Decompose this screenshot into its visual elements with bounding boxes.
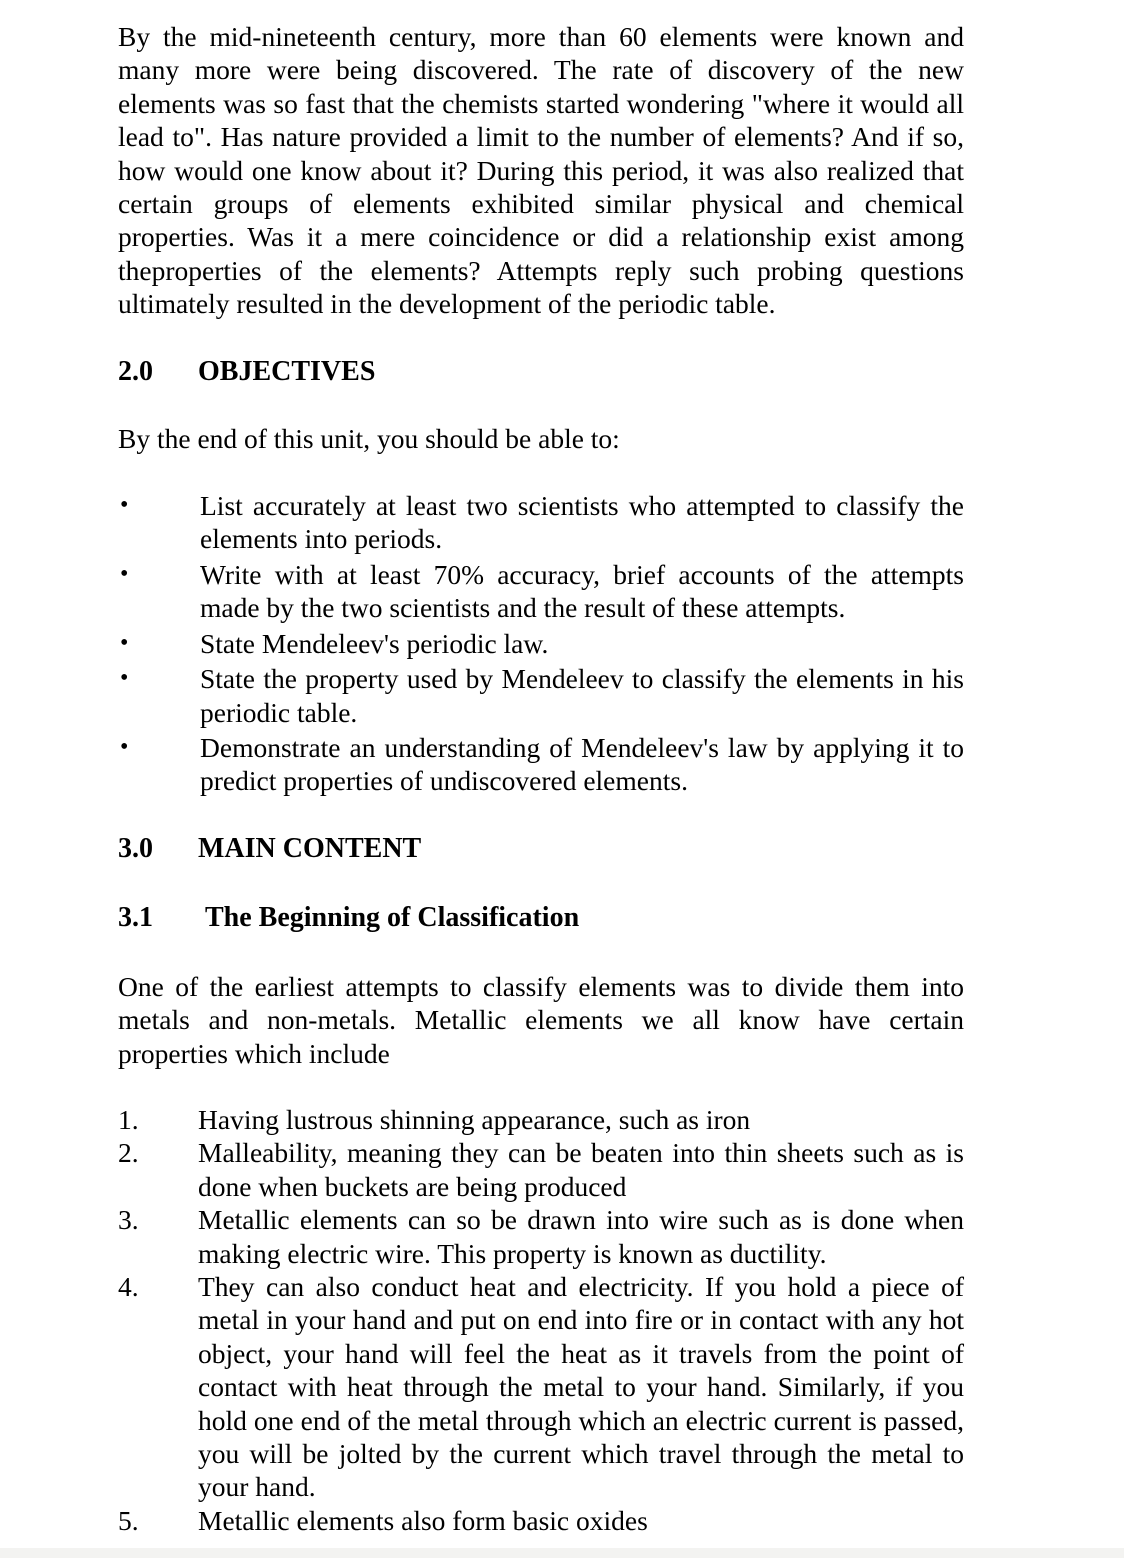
numbered-item: 5. Metallic elements also form basic oxides — [118, 1504, 648, 1536]
objectives-list — [118, 489, 964, 798]
bullet-icon: • — [120, 560, 129, 587]
bullet-icon: • — [120, 665, 129, 692]
bullet-icon: • — [120, 492, 129, 519]
numbered-item: 1. Having lustrous shinning appearance, such as iron — [118, 1103, 751, 1135]
objectives-title: OBJECTIVES — [198, 355, 376, 387]
main-content-heading — [118, 832, 964, 866]
objective-item: • State Mendeleev's periodic law. — [120, 627, 549, 659]
section-3-1-heading — [118, 901, 964, 935]
main-content-title: MAIN CONTENT — [198, 832, 422, 864]
item-number: 2. — [118, 1137, 139, 1169]
bullet-icon: • — [120, 733, 129, 760]
objective-item: • State the property used by Mendeleev to classify the elements in his periodic table. — [120, 663, 964, 728]
page-edge-shade — [0, 1548, 1124, 1558]
bullet-icon: • — [120, 629, 129, 656]
section-3-1-paragraph: One of the earliest attempts to classify elements was to divide them into metals and non-metals. Metallic elements we all know have certain properties which include — [118, 970, 964, 1069]
objectives-lead: By the end of this unit, you should be able to: — [118, 422, 620, 454]
document-page — [118, 20, 964, 1537]
numbered-item: 2. Malleability, meaning they can be beaten into thin sheets such as is done when buckets are being produced — [118, 1137, 964, 1202]
objectives-heading — [118, 355, 964, 389]
metal-properties-list — [118, 1103, 964, 1537]
main-content-number: 3.0 — [118, 832, 153, 864]
objective-item: • List accurately at least two scientists who attempted to classify the elements into periods. — [120, 490, 964, 555]
section-3-1-title: The Beginning of Classification — [205, 901, 580, 933]
objective-item: • Demonstrate an understanding of Mendeleev's law by applying it to predict properties of undiscovered elements. — [120, 731, 964, 797]
item-number: 1. — [118, 1103, 139, 1135]
item-number: 3. — [118, 1204, 139, 1236]
section-3-1-number: 3.1 — [118, 901, 153, 933]
item-number: 4. — [118, 1270, 139, 1302]
numbered-item: 4. They can also conduct heat and electricity. If you hold a piece of metal in your hand and put on end into fire or in contact with any hot object, your hand will feel the heat as it travels from the point of contact with heat through the metal to your hand. Similarly, if you hold one end of the metal through which an electric current is passed, you will be jolted by the current which travel through the metal to your hand. — [118, 1270, 964, 1503]
numbered-item: 3. Metallic elements can so be drawn into wire such as is done when making electric wire. This property is known as ductility. — [118, 1204, 964, 1269]
objectives-number: 2.0 — [118, 355, 153, 387]
intro-paragraph: By the mid-nineteenth century, more than 60 elements were known and many more were being discovered. The rate of discovery of the new elements was so fast that the chemists started wondering "where it would all lead to". Has nature provided a limit to the number of elements? And if so, how would one know about it? During this period, it was also realized that certain groups of elements exhibited similar physical and chemical properties. Was it a mere coincidence or did a relationship exist among theproperties of the elements? Attempts reply such probing questions ultimately resulted in the development of the periodic table. — [118, 21, 964, 320]
objective-item: • Write with at least 70% accuracy, brief accounts of the attempts made by the two scientists and the result of these attempts. — [120, 558, 964, 624]
item-number: 5. — [118, 1504, 139, 1536]
